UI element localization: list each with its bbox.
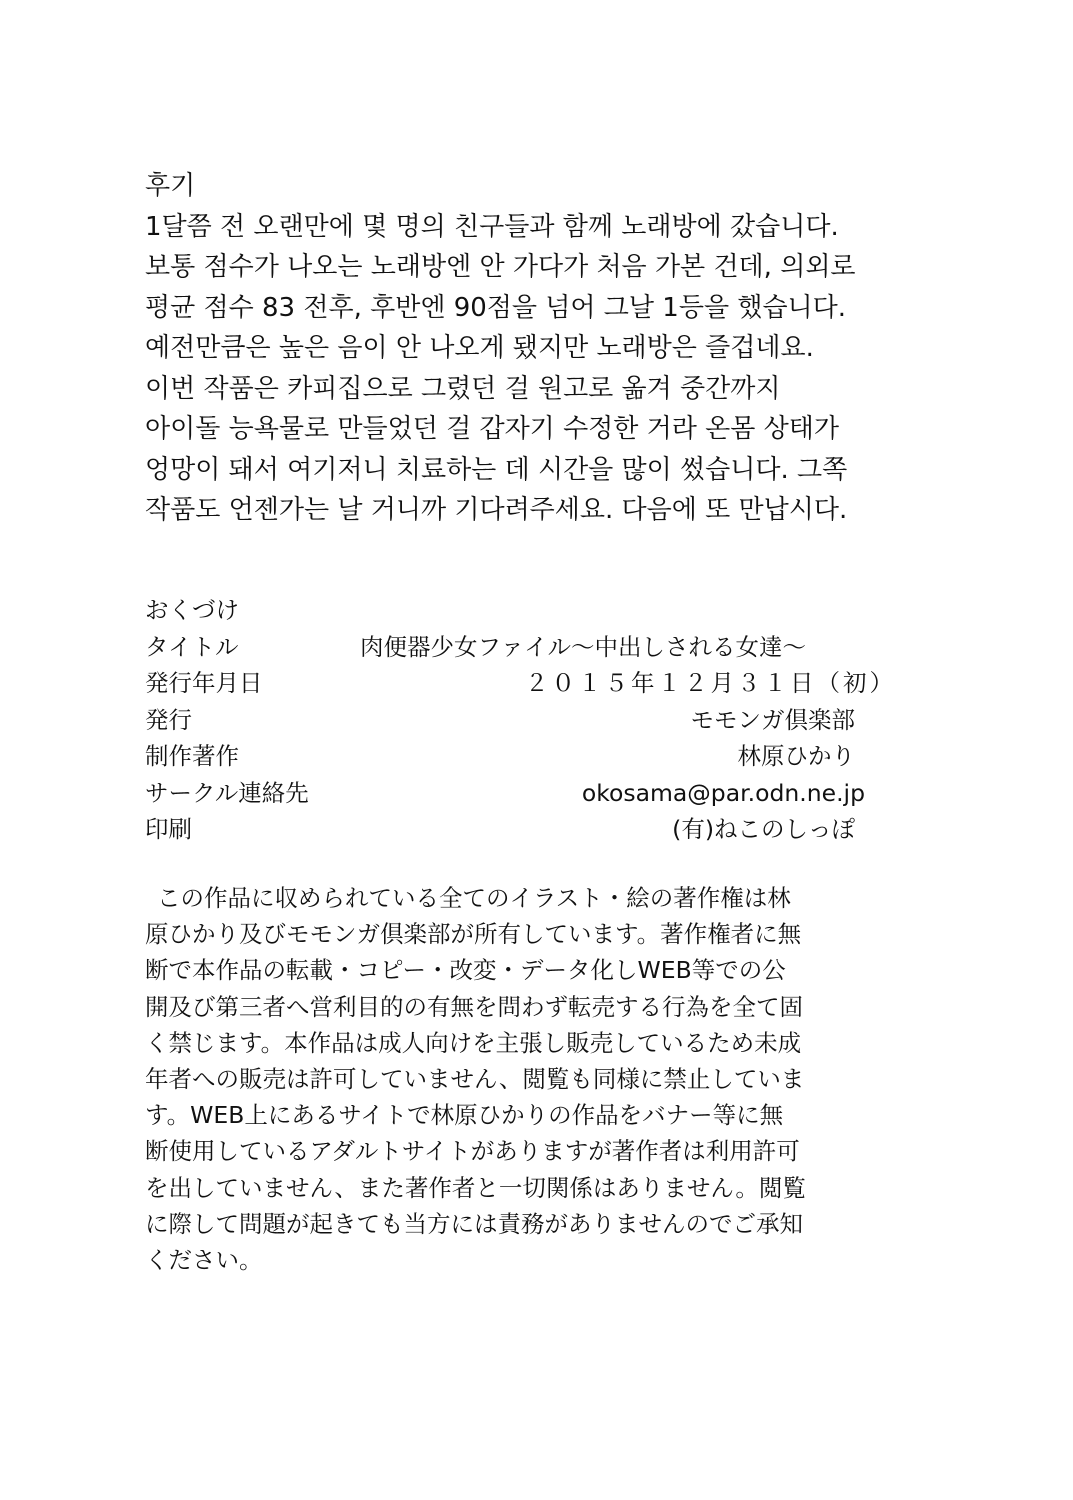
colophon-value: 肉便器少女ファイル〜中出しされる女達〜: [360, 632, 807, 661]
notice-line: 原ひかり及びモモンガ倶楽部が所有しています。著作権者に無: [145, 920, 802, 949]
colophon-label: 発行年月日: [145, 669, 263, 697]
colophon-label: 印刷: [145, 815, 192, 843]
colophon-value: okosama@par.odn.ne.jp: [581, 778, 865, 807]
notice-line: 年者への販売は許可していません、閲覧も同様に禁止していま: [145, 1065, 805, 1094]
afterword-line: 1달쯤 전 오랜만에 몇 명의 친구들과 함께 노래방에 갔습니다.: [145, 211, 839, 242]
colophon-row-date: [145, 665, 896, 702]
colophon-label: 制作著作: [145, 742, 239, 770]
colophon-value: 林原ひかり: [737, 742, 855, 770]
colophon-label: サークル連絡先: [145, 778, 309, 807]
afterword-section: [145, 166, 925, 531]
colophon-value: モモンガ倶楽部: [690, 705, 855, 734]
notice-line: に際して問題が起きても当方には責務がありませんのでご承知: [145, 1209, 803, 1238]
notice-line: す。WEB上にあるサイトで林原ひかりの作品をバナー等に無: [145, 1101, 784, 1130]
afterword-line: 아이돌 능욕물로 만들었던 걸 갑자기 수정한 거라 온몸 상태가: [145, 414, 840, 444]
colophon-row-contact: [145, 775, 865, 812]
notice-line: く禁じます。本作品は成人向けを主張し販売しているため未成: [145, 1028, 802, 1057]
afterword-line: 이번 작품은 카피집으로 그렸던 걸 원고로 옮겨 중간까지: [145, 373, 781, 404]
afterword-line: 평균 점수 83 전후, 후반엔 90점을 넘어 그날 1등을 했습니다.: [145, 292, 847, 323]
afterword-line: 작품도 언젠가는 날 거니까 기다려주세요. 다음에 또 만납시다.: [145, 495, 848, 525]
notice-line: を出していません、また著作者と一切関係はありません。閲覧: [145, 1173, 806, 1202]
notice-line: ください。: [145, 1246, 263, 1275]
colophon-label: 発行: [145, 705, 192, 734]
colophon-row-title: [145, 629, 865, 666]
colophon-row-printer: [145, 811, 865, 848]
notice-line: 開及び第三者へ営利目的の有無を問わず転売する行為を全て固: [145, 992, 803, 1021]
notice-line: 断で本作品の転載・コピー・改変・データ化しWEB等での公: [145, 956, 786, 985]
afterword-title: 후기: [145, 171, 196, 201]
colophon-heading: おくづけ: [145, 596, 239, 624]
afterword-line: 보통 점수가 나오는 노래방엔 안 가다가 처음 가본 건데, 의외로: [145, 252, 856, 282]
colophon-row-publisher: [145, 702, 865, 739]
notice-line: 断使用しているアダルトサイトがありますが著作者は利用許可: [145, 1137, 800, 1166]
colophon-row-author: [145, 738, 865, 775]
colophon-section: [145, 592, 896, 848]
notice-line: この作品に収められている全てのイラスト・絵の著作権は林: [157, 884, 791, 912]
afterword-line: 엉망이 돼서 여기저니 치료하는 데 시간을 많이 썼습니다. 그쪽: [145, 454, 848, 485]
copyright-notice: [145, 880, 915, 1278]
afterword-line: 예전만큼은 높은 음이 안 나오게 됐지만 노래방은 즐겁네요.: [145, 333, 814, 363]
colophon-label: タイトル: [145, 632, 239, 661]
colophon-value: ２０１５年１２月３１日（初）: [525, 669, 896, 697]
colophon-value: (有)ねこのしっぽ: [672, 815, 855, 843]
